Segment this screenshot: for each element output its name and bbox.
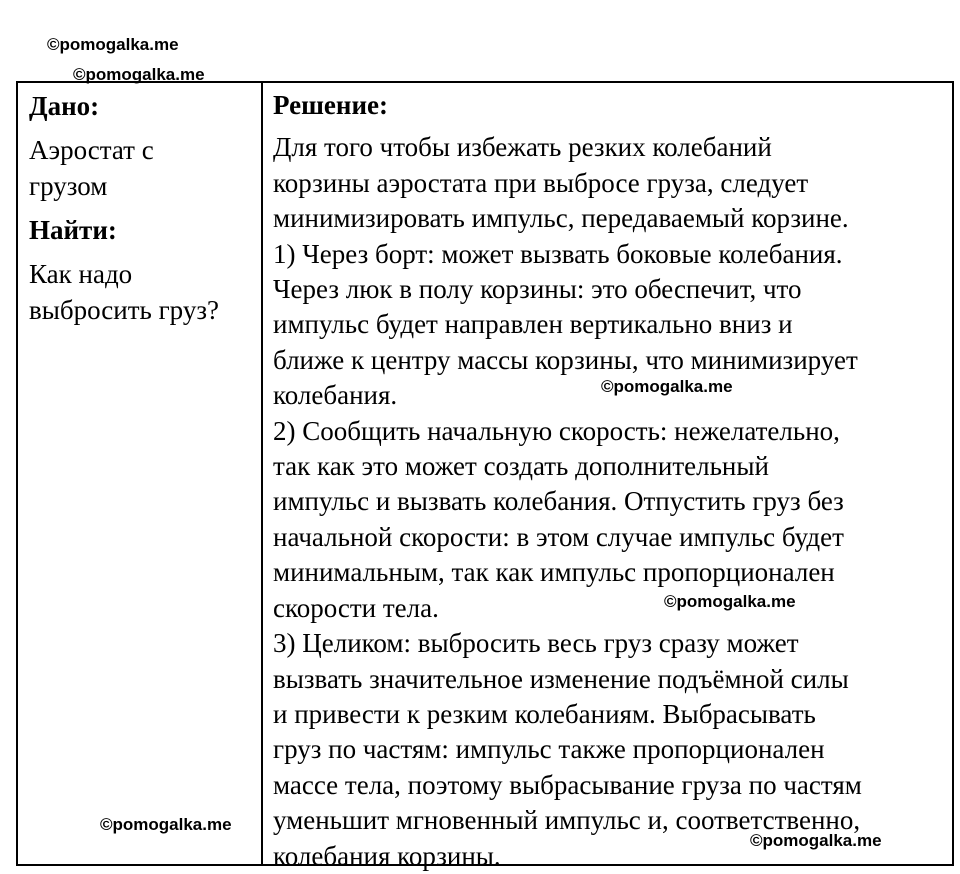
solution-line: колебания. [273, 380, 398, 411]
find-line: Как надо [29, 259, 133, 289]
solution-line: и привести к резким колебаниям. Выбрасывать [273, 698, 816, 729]
solution-line: колебания корзины. [273, 840, 501, 871]
given-line: Аэростат с [29, 135, 154, 165]
solution-line: начальной скорости: в этом случае импульс будет [273, 521, 844, 552]
solution-line: Для того чтобы избежать резких колебаний [273, 132, 772, 163]
find-header: Найти: [29, 215, 117, 245]
solution-line: вызвать значительное изменение подъёмной силы [273, 663, 849, 694]
given-text [29, 132, 261, 204]
solution-column [263, 83, 952, 871]
watermark: ©pomogalka.me [601, 377, 733, 396]
given-header: Дано: [29, 91, 100, 121]
solution-line: массе тела, поэтому выбрасывание груза по частям [273, 769, 862, 800]
solution-line: импульс и вызвать колебания. Отпустить груз без [273, 486, 844, 517]
solution-line: так как это может создать дополнительный [273, 451, 769, 482]
solution-line: ближе к центру массы корзины, что минимизирует [273, 344, 858, 375]
solution-line: скорости тела. [273, 592, 439, 623]
solution-line: корзины аэростата при выбросе груза, следует [273, 167, 809, 198]
find-text [29, 256, 261, 328]
solution-line: 3) Целиком: выбросить весь груз сразу может [273, 628, 799, 659]
given-column [18, 83, 263, 864]
find-line: выбросить груз? [29, 295, 219, 325]
given-line: грузом [29, 171, 108, 201]
solution-line: Через люк в полу корзины: это обеспечит, что [273, 274, 802, 305]
solution-line: минимальным, так как импульс пропорционален [273, 557, 835, 588]
solution-line: 1) Через борт: может вызвать боковые колебания. [273, 238, 843, 269]
watermark: ©pomogalka.me [664, 592, 796, 611]
solution-line: уменьшит мгновенный импульс и, соответственно, [273, 805, 861, 836]
watermark: ©pomogalka.me [100, 815, 232, 834]
solution-text [273, 130, 946, 874]
watermark: ©pomogalka.me [750, 831, 882, 850]
solution-line: груз по частям: импульс также пропорционален [273, 734, 825, 765]
watermark: ©pomogalka.me [73, 65, 205, 84]
watermark: ©pomogalka.me [47, 35, 179, 54]
solution-line: импульс будет направлен вертикально вниз и [273, 309, 793, 340]
solution-table [16, 81, 954, 871]
solution-line: 2) Сообщить начальную скорость: нежелательно, [273, 415, 840, 446]
solution-line: минимизировать импульс, передаваемый корзине. [273, 203, 849, 234]
solution-header: Решение: [273, 90, 388, 120]
